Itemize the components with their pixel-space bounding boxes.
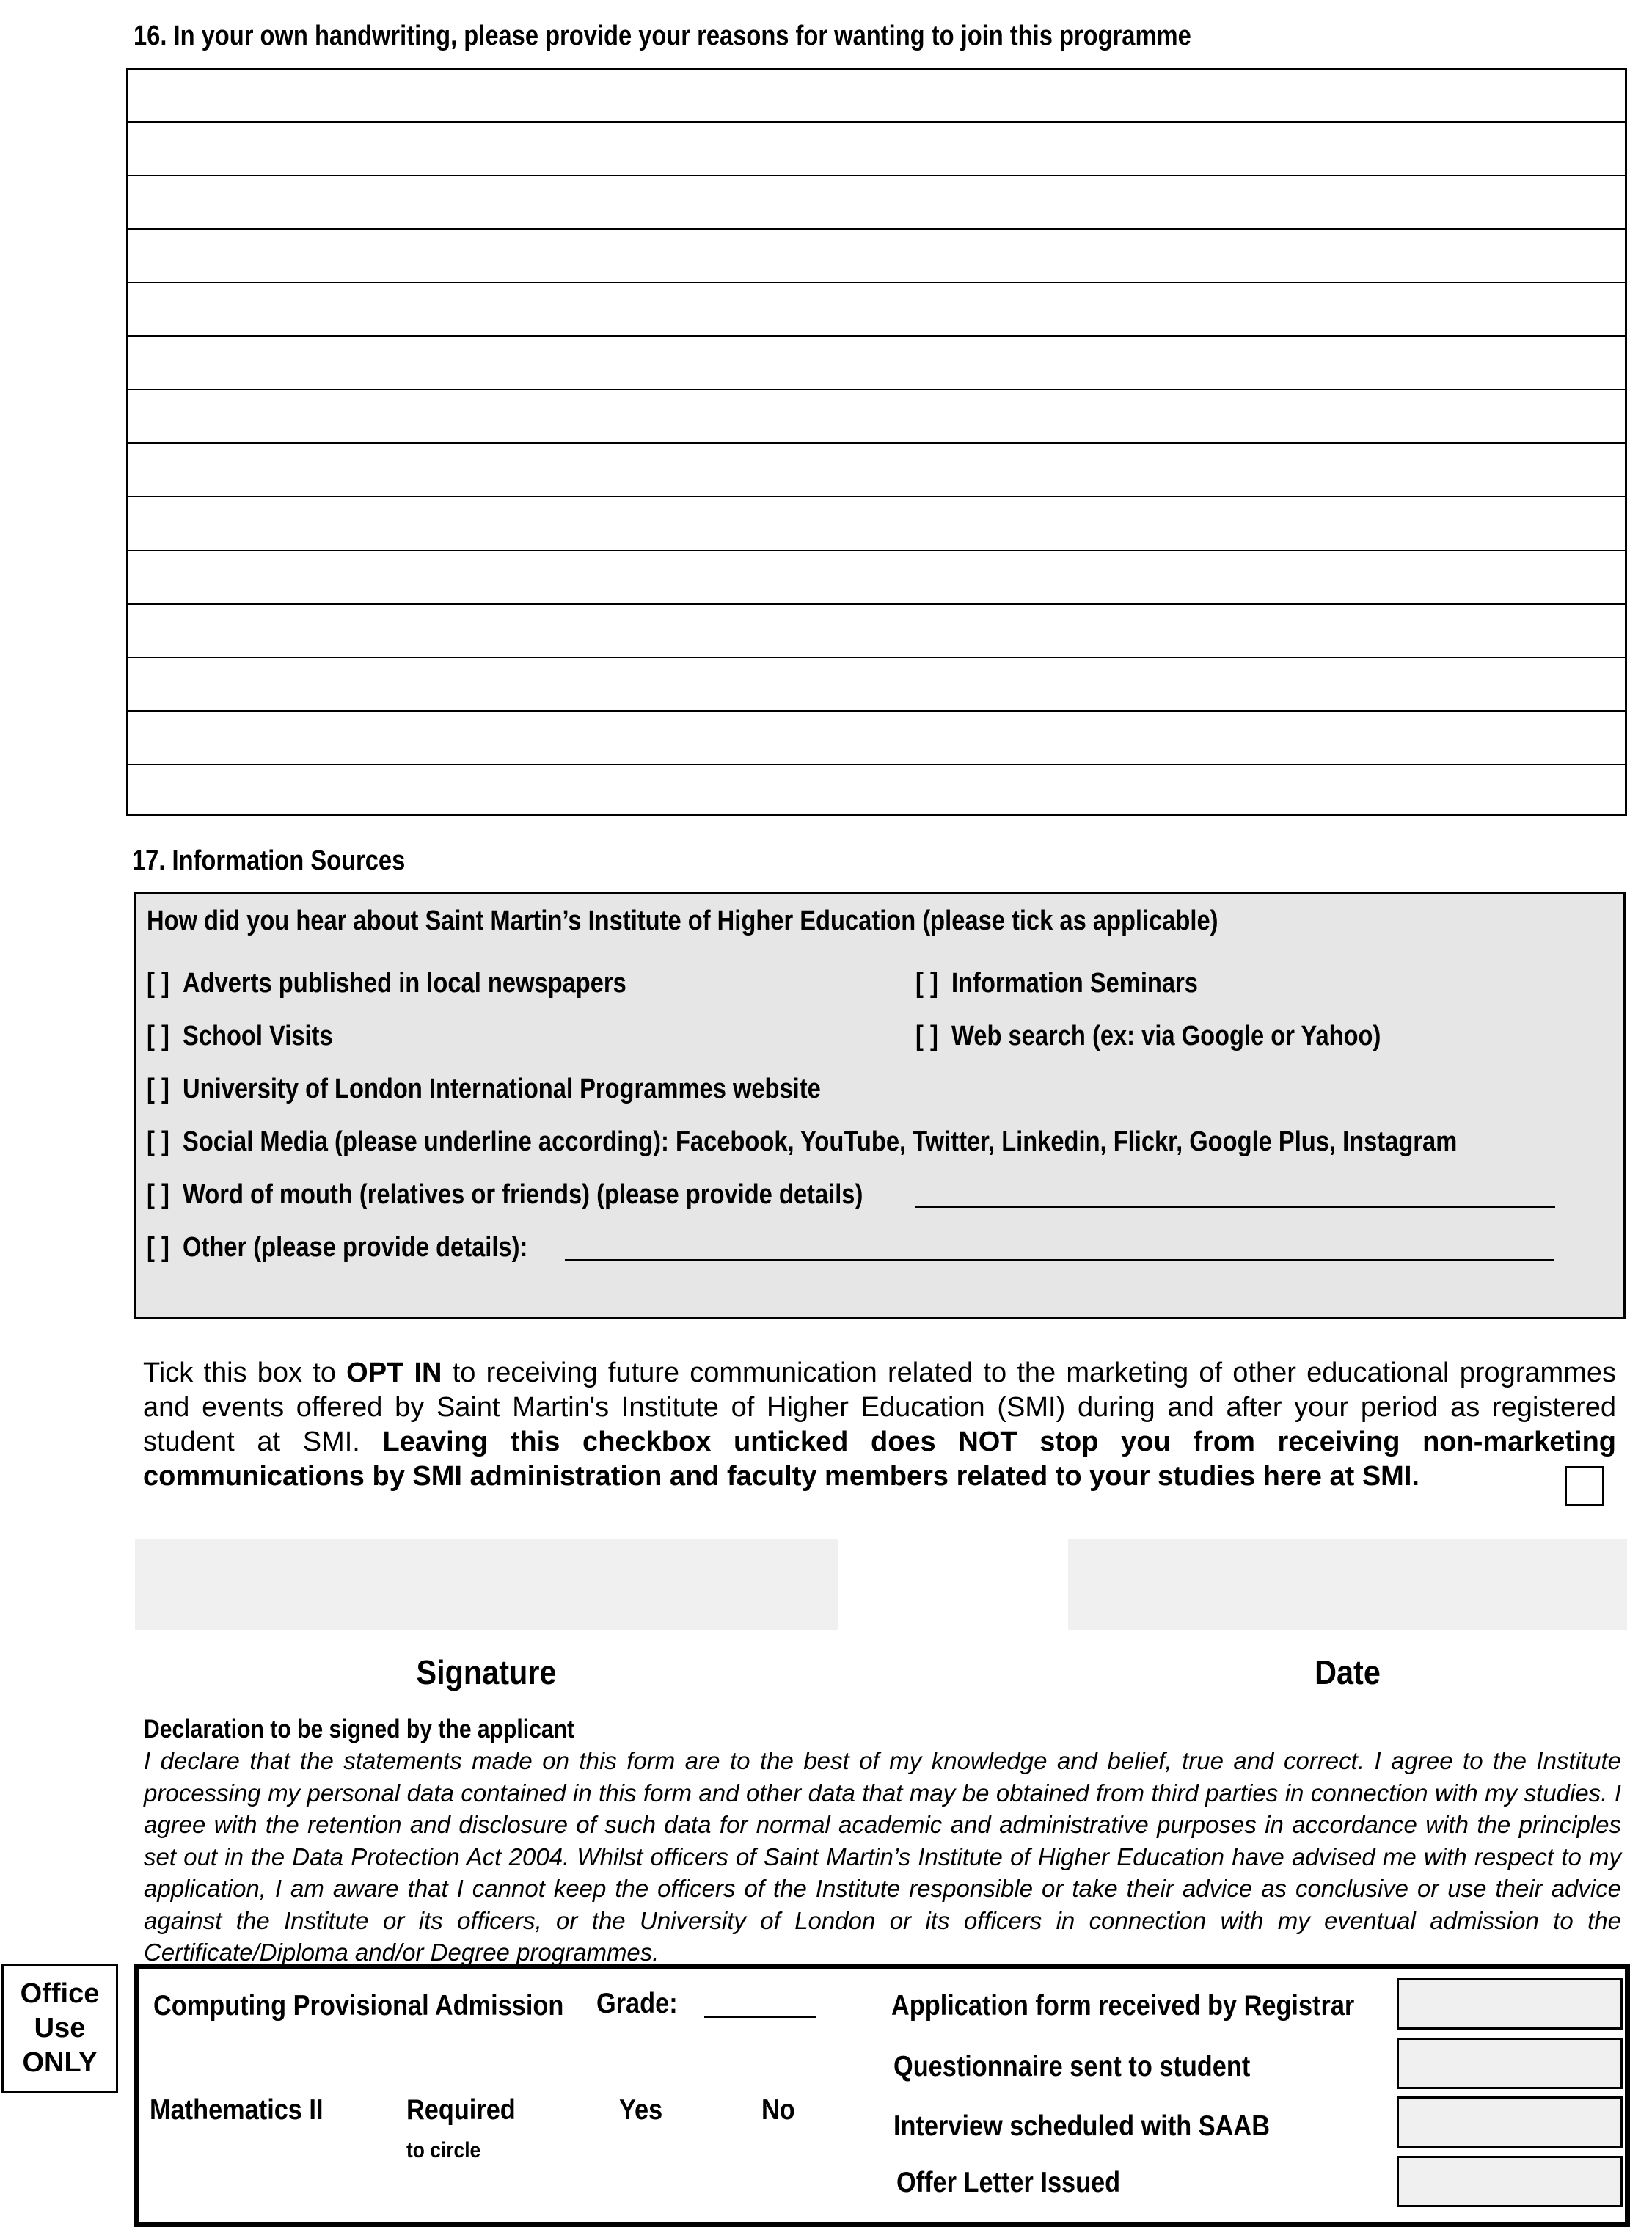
- yes-option[interactable]: Yes: [619, 2094, 663, 2126]
- application-received-box[interactable]: [1397, 1978, 1623, 2030]
- office-use-label: Office Use ONLY: [1, 1964, 118, 2093]
- writing-line: [128, 764, 1625, 765]
- mathematics-ii-label: Mathematics II: [150, 2094, 324, 2126]
- interview-scheduled-box[interactable]: [1397, 2096, 1623, 2148]
- offer-letter-issued-label: Offer Letter Issued: [896, 2167, 1121, 2198]
- application-received-label: Application form received by Registrar: [891, 1990, 1355, 2022]
- tick-box[interactable]: [ ]: [915, 1021, 938, 1051]
- information-sources-prompt: How did you hear about Saint Martin’s Institute of Higher Education (please tick as applicable): [147, 905, 1218, 936]
- writing-line: [128, 496, 1625, 497]
- writing-line: [128, 442, 1625, 444]
- writing-line: [128, 228, 1625, 230]
- opt-in-statement: Tick this box to OPT IN to receiving future communication related to the marketing of other educational programmes and events offered by Saint Martin's Institute of Higher Education (SMI) during and after your period as registered student at SMI. Leaving this checkbox unticked does NOT stop you from receiving non-marketing communications by SMI administration and faculty members related to your studies here at SMI.: [143, 1357, 1616, 1492]
- date-field[interactable]: [1068, 1539, 1627, 1630]
- no-option[interactable]: No: [761, 2094, 795, 2126]
- declaration-text: I declare that the statements made on this form are to the best of my knowledge and belief, true and correct. I agree to the Institute processing my personal data contained in this form and other data that may be obtained from third parties in connection with my studies. I agree with the retention and disclosure of such data for normal academic and administrative purposes in accordance with the principles set out in the Data Protection Act 2004. Whilst officers of Saint Martin’s Institute of Higher Education have advised me with respect to my application, I am aware that I cannot keep the officers of the Institute responsible or take their advice as conclusive or use their advice against the Institute or its officers, or the University of London or its officers in connection with my eventual admission to the Certificate/Diploma and/or Degree programmes.: [144, 1747, 1621, 1966]
- opt-in-checkbox[interactable]: [1565, 1466, 1604, 1506]
- writing-line: [128, 121, 1625, 123]
- reasons-handwriting-box[interactable]: [126, 68, 1627, 816]
- information-sources-box: [134, 892, 1626, 1319]
- tick-box[interactable]: [ ]: [147, 1179, 169, 1210]
- writing-line: [128, 389, 1625, 390]
- writing-line: [128, 710, 1625, 712]
- office-use-panel: [134, 1964, 1630, 2227]
- signature-label: Signature: [416, 1653, 557, 1691]
- questionnaire-sent-box[interactable]: [1397, 2038, 1623, 2089]
- word-of-mouth-details-field[interactable]: [915, 1206, 1555, 1208]
- tick-box[interactable]: [ ]: [147, 1232, 169, 1263]
- option-other[interactable]: [ ] Other (please provide details):: [147, 1232, 528, 1263]
- writing-line: [128, 282, 1625, 283]
- interview-scheduled-label: Interview scheduled with SAAB: [893, 2110, 1270, 2142]
- offer-letter-issued-box[interactable]: [1397, 2156, 1623, 2207]
- questionnaire-sent-label: Questionnaire sent to student: [893, 2051, 1251, 2082]
- writing-line: [128, 657, 1625, 658]
- grade-field[interactable]: [704, 2016, 816, 2018]
- to-circle-label: to circle: [406, 2138, 481, 2162]
- computing-provisional-admission-label: Computing Provisional Admission: [153, 1990, 564, 2022]
- tick-box[interactable]: [ ]: [147, 1074, 169, 1104]
- date-label: Date: [1315, 1653, 1381, 1691]
- tick-box[interactable]: [ ]: [915, 968, 938, 999]
- option-information-seminars[interactable]: [ ] Information Seminars: [915, 968, 1198, 999]
- option-web-search[interactable]: [ ] Web search (ex: via Google or Yahoo): [915, 1021, 1381, 1051]
- question-16-title: 16. In your own handwriting, please provide your reasons for wanting to join this programme: [134, 21, 1191, 51]
- tick-box[interactable]: [ ]: [147, 968, 169, 999]
- required-label: Required: [406, 2094, 516, 2126]
- writing-line: [128, 175, 1625, 176]
- writing-line: [128, 603, 1625, 605]
- option-social-media[interactable]: [ ] Social Media (please underline according): Facebook, YouTube, Twitter, Linkedin, Flickr, Google Plus, Instagram: [147, 1126, 1458, 1157]
- signature-field[interactable]: [135, 1539, 838, 1630]
- option-uol-website[interactable]: [ ] University of London International Programmes website: [147, 1074, 821, 1104]
- option-word-of-mouth[interactable]: [ ] Word of mouth (relatives or friends) (please provide details): [147, 1179, 863, 1210]
- question-17-title: 17. Information Sources: [132, 845, 406, 876]
- option-school-visits[interactable]: [ ] School Visits: [147, 1021, 333, 1051]
- writing-line: [128, 550, 1625, 551]
- declaration-title: Declaration to be signed by the applicant: [144, 1715, 575, 1743]
- writing-line: [128, 335, 1625, 337]
- tick-box[interactable]: [ ]: [147, 1126, 169, 1157]
- option-adverts[interactable]: [ ] Adverts published in local newspapers: [147, 968, 626, 999]
- tick-box[interactable]: [ ]: [147, 1021, 169, 1051]
- grade-label: Grade:: [596, 1988, 678, 2019]
- other-details-field[interactable]: [565, 1259, 1554, 1261]
